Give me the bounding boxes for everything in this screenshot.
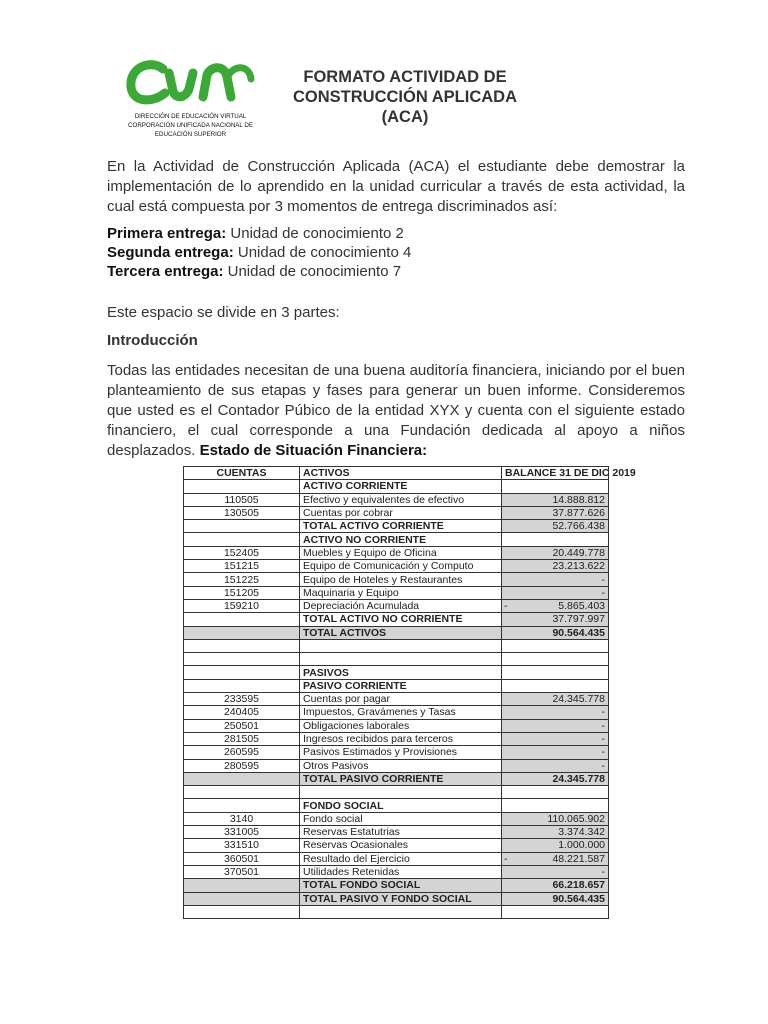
account-name-cell: Pasivos Estimados y Provisiones [300, 746, 502, 759]
table-row [184, 786, 609, 799]
balance-value-cell: - [502, 746, 609, 759]
account-name-cell: Obligaciones laborales [300, 719, 502, 732]
table-row [184, 732, 609, 745]
financial-statement-table [183, 466, 636, 919]
account-code-cell [184, 626, 300, 639]
table-row [184, 586, 609, 599]
balance-value-cell: - [502, 719, 609, 732]
account-code-cell [184, 905, 300, 918]
account-code-cell: 151205 [184, 586, 300, 599]
introduccion-heading: Introducción [107, 332, 198, 349]
balance-value-cell [502, 799, 609, 812]
table-row [184, 520, 609, 533]
account-name-cell: TOTAL ACTIVO CORRIENTE [300, 520, 502, 533]
logo-swoosh [227, 68, 251, 79]
balance-value-cell [502, 905, 609, 918]
intro-paragraph: En la Actividad de Construcción Aplicada (ACA) el estudiante debe demostrar la implementación de lo aprendido en la unidad curricular a través de esta actividad, la cual está compuesta por 3 momentos de entrega discriminados así: [107, 158, 685, 215]
account-name-cell: Resultado del Ejercicio [300, 852, 502, 865]
table-row [184, 480, 609, 493]
account-code-cell: 110505 [184, 493, 300, 506]
account-name-cell: TOTAL PASIVO CORRIENTE [300, 772, 502, 785]
table-row [184, 573, 609, 586]
balance-value-cell [502, 666, 609, 679]
account-code-cell [184, 480, 300, 493]
table-row [184, 666, 609, 679]
balance-value-cell: - 5.865.403 [502, 599, 609, 612]
balance-value-cell: 90.564.435 [502, 626, 609, 639]
account-code-cell: 360501 [184, 852, 300, 865]
estado-label: Estado de Situación Financiera: [199, 442, 428, 459]
account-name-cell [300, 653, 502, 666]
table-row [184, 679, 609, 692]
header-cuentas: CUENTAS [184, 467, 300, 480]
balance-value-cell: 66.218.657 [502, 879, 609, 892]
body-paragraph: Todas las entidades necesitan de una buena auditoría financiera, iniciando por el buen planteamiento de sus etapas y fases para generar un buen informe. Consideremos que usted es el Contador Púbico de la entidad XYX y cuenta con el siguiente estado financiero, el cual corresponde a una Fundación dedicada al apoyo a niños desplazados. Estado de Situación Financiera: [107, 362, 685, 459]
account-name-cell: Reservas Estatutrias [300, 826, 502, 839]
account-code-cell [184, 786, 300, 799]
account-code-cell: 370501 [184, 865, 300, 878]
account-name-cell: Impuestos, Gravámenes y Tasas [300, 706, 502, 719]
account-code-cell [184, 520, 300, 533]
table-row [184, 799, 609, 812]
account-name-cell: Efectivo y equivalentes de efectivo [300, 493, 502, 506]
balance-value-cell: - [502, 865, 609, 878]
table-row [184, 706, 609, 719]
account-name-cell: PASIVOS [300, 666, 502, 679]
balance-value-cell [502, 786, 609, 799]
balance-value-cell: - 48.221.587 [502, 852, 609, 865]
account-name-cell: ACTIVO CORRIENTE [300, 480, 502, 493]
balance-value-cell: 14.888.812 [502, 493, 609, 506]
entrega-item: Tercera entrega: Unidad de conocimiento 7 [107, 263, 402, 280]
account-name-cell: FONDO SOCIAL [300, 799, 502, 812]
account-code-cell [184, 799, 300, 812]
table-row [184, 560, 609, 573]
balance-value-cell: 37.877.626 [502, 506, 609, 519]
balance-value-cell: 23.213.622 [502, 560, 609, 573]
account-code-cell: 250501 [184, 719, 300, 732]
account-name-cell: Otros Pasivos [300, 759, 502, 772]
table-row [184, 772, 609, 785]
account-code-cell [184, 653, 300, 666]
table-row [184, 746, 609, 759]
account-name-cell: Reservas Ocasionales [300, 839, 502, 852]
balance-value-cell: 3.374.342 [502, 826, 609, 839]
account-code-cell: 151225 [184, 573, 300, 586]
account-name-cell: Cuentas por cobrar [300, 506, 502, 519]
account-code-cell [184, 679, 300, 692]
entregas-list [107, 224, 685, 281]
account-code-cell: 159210 [184, 599, 300, 612]
account-name-cell [300, 639, 502, 652]
table-row [184, 719, 609, 732]
balance-value-cell: 24.345.778 [502, 693, 609, 706]
account-code-cell: 130505 [184, 506, 300, 519]
account-code-cell: 331510 [184, 839, 300, 852]
balance-value-cell [502, 679, 609, 692]
balance-value-cell: - [502, 732, 609, 745]
account-code-cell: 260595 [184, 746, 300, 759]
account-code-cell: 240405 [184, 706, 300, 719]
account-name-cell: Muebles y Equipo de Oficina [300, 546, 502, 559]
logo-letter-u [169, 73, 193, 97]
balance-value-cell: 110.065.902 [502, 812, 609, 825]
balance-value-cell [502, 653, 609, 666]
account-name-cell: Ingresos recibidos para terceros [300, 732, 502, 745]
account-code-cell: 3140 [184, 812, 300, 825]
account-code-cell: 331005 [184, 826, 300, 839]
balance-value-cell [502, 639, 609, 652]
table-row [184, 865, 609, 878]
balance-value-cell: - [502, 706, 609, 719]
account-name-cell: TOTAL ACTIVO NO CORRIENTE [300, 613, 502, 626]
table-row [184, 905, 609, 918]
cun-logo-mark [123, 57, 259, 109]
account-name-cell: Utilidades Retenidas [300, 865, 502, 878]
header-balance: BALANCE 31 DE DIC 2019 [502, 467, 609, 480]
account-code-cell [184, 892, 300, 905]
table-row [184, 599, 609, 612]
account-name-cell: Maquinaria y Equipo [300, 586, 502, 599]
table-row [184, 852, 609, 865]
account-code-cell: 280595 [184, 759, 300, 772]
logo-letter-c [131, 65, 165, 100]
account-name-cell: Depreciación Acumulada [300, 599, 502, 612]
espacio-text: Este espacio se divide en 3 partes: [107, 304, 340, 321]
table-row [184, 653, 609, 666]
balance-value-cell: 20.449.778 [502, 546, 609, 559]
balance-value-cell: - [502, 573, 609, 586]
balance-value-cell: 52.766.438 [502, 520, 609, 533]
table-row [184, 506, 609, 519]
table-body [184, 480, 609, 919]
balance-value-cell: 37.797.997 [502, 613, 609, 626]
table-row [184, 639, 609, 652]
account-name-cell: TOTAL FONDO SOCIAL [300, 879, 502, 892]
balance-value-cell: 1.000.000 [502, 839, 609, 852]
table-row [184, 839, 609, 852]
table-header-row [184, 467, 609, 480]
account-name-cell [300, 905, 502, 918]
table-row [184, 812, 609, 825]
table-row [184, 693, 609, 706]
account-code-cell [184, 533, 300, 546]
account-name-cell: PASIVO CORRIENTE [300, 679, 502, 692]
balance-value-cell: - [502, 759, 609, 772]
balance-value-cell [502, 533, 609, 546]
account-name-cell [300, 786, 502, 799]
entrega-item: Segunda entrega: Unidad de conocimiento 4 [107, 244, 412, 261]
table-row [184, 892, 609, 905]
document-title: FORMATO ACTIVIDAD DE CONSTRUCCIÓN APLICADA (ACA) [293, 68, 517, 126]
table-row [184, 759, 609, 772]
account-name-cell: Equipo de Hoteles y Restaurantes [300, 573, 502, 586]
account-name-cell: ACTIVO NO CORRIENTE [300, 533, 502, 546]
account-code-cell [184, 879, 300, 892]
table-row [184, 533, 609, 546]
account-code-cell [184, 666, 300, 679]
table-row [184, 626, 609, 639]
account-name-cell: Fondo social [300, 812, 502, 825]
table-row [184, 879, 609, 892]
account-code-cell: 233595 [184, 693, 300, 706]
account-code-cell [184, 639, 300, 652]
account-code-cell [184, 613, 300, 626]
balance-value-cell: 90.564.435 [502, 892, 609, 905]
balance-value-cell [502, 480, 609, 493]
table-row [184, 493, 609, 506]
balance-value-cell: - [502, 586, 609, 599]
account-name-cell: TOTAL ACTIVOS [300, 626, 502, 639]
account-name-cell: Cuentas por pagar [300, 693, 502, 706]
balance-value-cell: 24.345.778 [502, 772, 609, 785]
account-name-cell: TOTAL PASIVO Y FONDO SOCIAL [300, 892, 502, 905]
account-code-cell: 151215 [184, 560, 300, 573]
table-row [184, 826, 609, 839]
account-name-cell: Equipo de Comunicación y Computo [300, 560, 502, 573]
table-row [184, 613, 609, 626]
table-row [184, 546, 609, 559]
logo-caption: DIRECCIÓN DE EDUCACIÓN VIRTUAL CORPORACIÓN UNIFICADA NACIONAL DE EDUCACIÓN SUPERIOR [128, 113, 253, 138]
account-code-cell: 281505 [184, 732, 300, 745]
header-activos: ACTIVOS [300, 467, 502, 480]
account-code-cell: 152405 [184, 546, 300, 559]
account-code-cell [184, 772, 300, 785]
entrega-item: Primera entrega: Unidad de conocimiento 2 [107, 225, 404, 242]
cun-logo [118, 55, 263, 141]
